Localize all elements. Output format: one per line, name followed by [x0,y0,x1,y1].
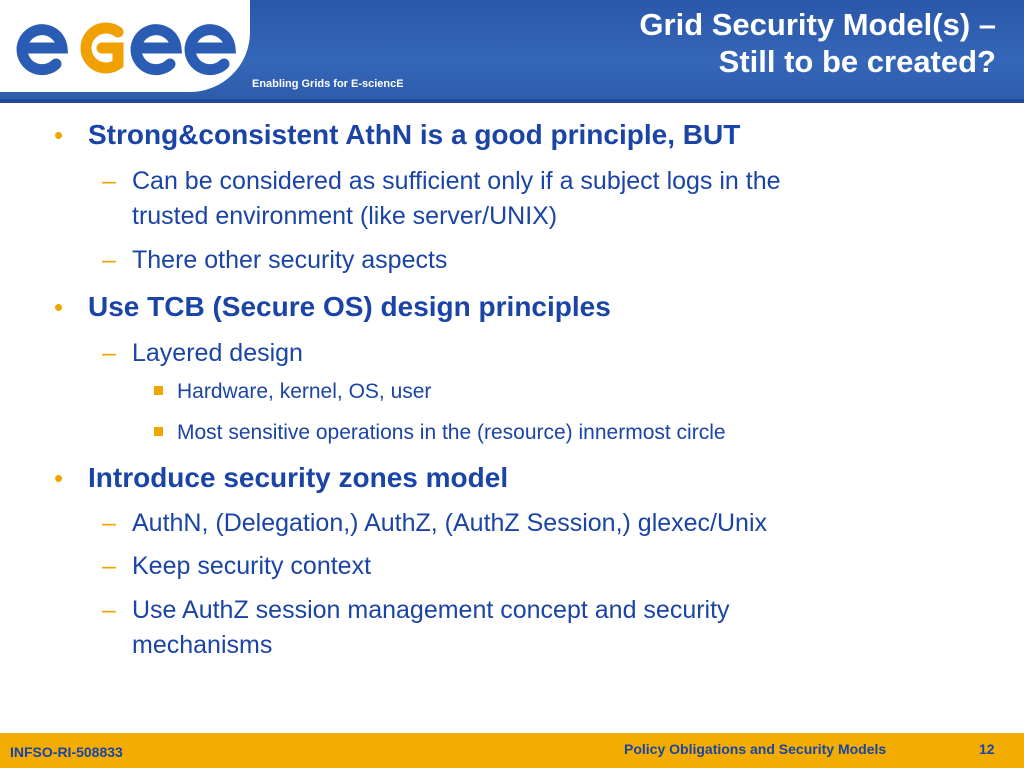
square-marker [154,386,163,395]
bullet-2-subsub-1: Hardware, kernel, OS, user [177,380,432,403]
footer-page-number: 12 [979,741,995,757]
bullet-2: Use TCB (Secure OS) design principles [88,291,611,322]
slide-title-line-2: Still to be created? [718,44,996,79]
bullet-3-sub-3-line-1: Use AuthZ session management concept and security [132,596,730,624]
dash-marker: – [102,167,116,195]
bullet-3: Introduce security zones model [88,462,509,493]
egee-logo [10,8,240,80]
bullet-marker: • [54,463,64,493]
dash-marker: – [102,509,116,537]
bullet-1-sub-1 [132,164,932,234]
bullet-2-sub-1: Layered design [132,339,303,367]
slide-title [436,6,996,80]
bullet-3-sub-2: Keep security context [132,552,372,580]
dash-marker: – [102,596,116,624]
bullet-1: Strong&consistent AthN is a good principle, BUT [88,119,741,150]
dash-marker: – [102,339,116,367]
square-marker [154,427,163,436]
dash-marker: – [102,552,116,580]
logo-text: egee [10,8,13,9]
bullet-3-sub-3-line-2: mechanisms [132,631,273,659]
dash-marker: – [102,246,116,274]
header-divider [0,99,1024,103]
bullet-marker: • [54,120,64,150]
logo-panel [0,0,250,92]
bullet-1-sub-1-line-1: Can be considered as sufficient only if a subject logs in the [132,167,781,195]
bullet-marker: • [54,292,64,322]
footer-project-id: INFSO-RI-508833 [10,744,123,760]
footer-presentation-title: Policy Obligations and Security Models [624,741,887,757]
bullet-1-sub-2: There other security aspects [132,246,448,274]
bullet-2-subsub-2: Most sensitive operations in the (resource) innermost circle [177,421,726,444]
bullet-1-sub-1-line-2: trusted environment (like server/UNIX) [132,202,558,230]
bullet-3-sub-1: AuthN, (Delegation,) AuthZ, (AuthZ Session,) glexec/Unix [132,509,768,537]
slide-title-line-1: Grid Security Model(s) – [639,7,996,42]
tagline: Enabling Grids for E-sciencE [252,78,404,90]
bullet-3-sub-3 [132,593,932,663]
